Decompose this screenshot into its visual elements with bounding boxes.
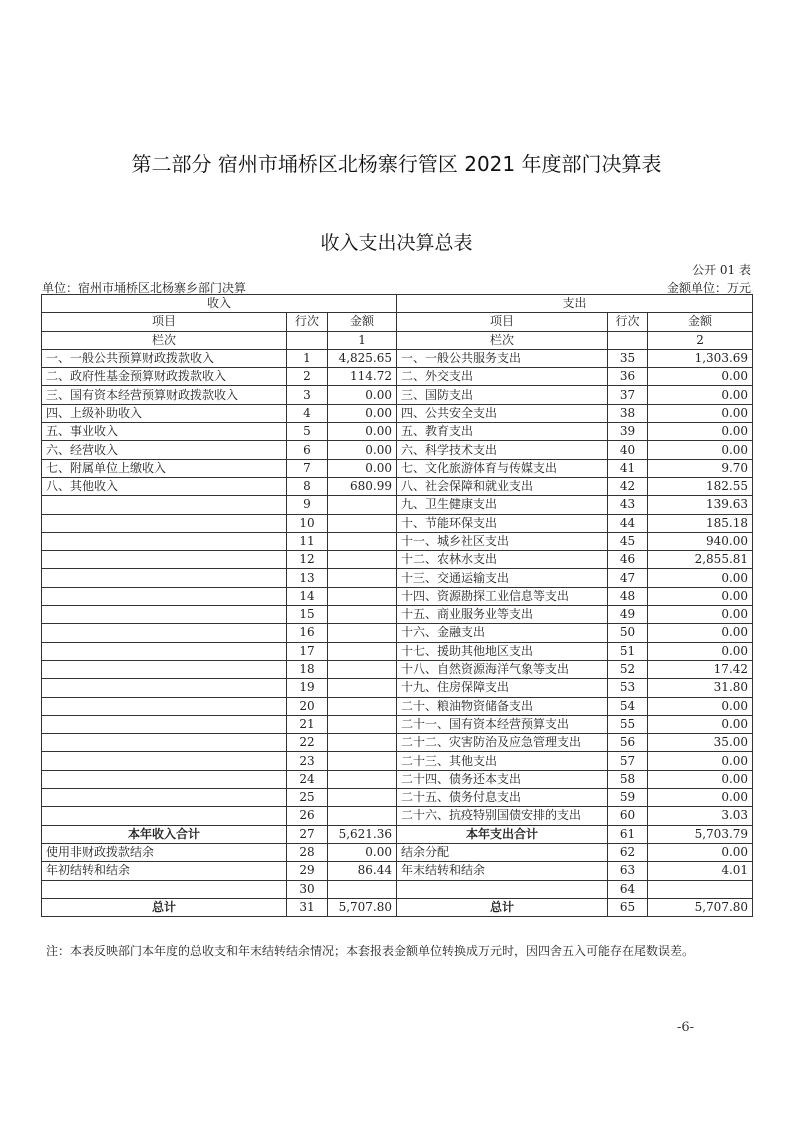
table-row [42,679,753,697]
table-title: 收入支出决算总表 [320,232,473,254]
income-amount-cell: 680.99 [328,477,397,495]
expense-amount-cell: 0.00 [648,697,753,715]
expense-row-no-cell: 58 [608,770,648,788]
expense-item-cell: 十六、金融支出 [397,624,608,642]
income-row-no-cell: 10 [287,514,328,532]
income-amount-cell [328,587,397,605]
table-row [42,514,753,532]
expense-item-cell: 十五、商业服务业等支出 [397,606,608,624]
income-amount-cell: 0.00 [328,404,397,422]
income-section-header: 收入 [42,295,397,313]
expense-amount-cell: 185.18 [648,514,753,532]
expense-item-cell: 二十一、国有资本经营预算支出 [397,715,608,733]
expense-amount-cell: 5,703.79 [648,825,753,843]
amount-unit: 金额单位：万元 [666,281,751,295]
income-item-cell [42,514,287,532]
income-row-no-cell: 23 [287,752,328,770]
income-amount-cell [328,532,397,550]
income-row-no-cell: 14 [287,587,328,605]
expense-row-no-cell: 43 [608,496,648,514]
expense-amount-cell: 0.00 [648,715,753,733]
expense-item-cell: 二十三、其他支出 [397,752,608,770]
income-item-cell [42,789,287,807]
table-row [42,459,753,477]
income-row-no-cell: 12 [287,551,328,569]
expense-item-cell: 二、外交支出 [397,368,608,386]
table-row [42,642,753,660]
income-row-no-cell: 21 [287,715,328,733]
income-row-no-cell: 20 [287,697,328,715]
income-row-no-cell: 3 [287,386,328,404]
income-item-cell [42,807,287,825]
expense-row-no-cell: 35 [608,349,648,367]
income-item-cell [42,715,287,733]
income-amount-cell: 5,621.36 [328,825,397,843]
income-row-no-cell: 9 [287,496,328,514]
income-amount-cell [328,569,397,587]
expense-row-no-cell: 36 [608,368,648,386]
expense-row-no-cell: 64 [608,880,648,898]
income-item-cell [42,496,287,514]
expense-item-cell: 二十、粮油物资储备支出 [397,697,608,715]
expense-item-cell: 一、一般公共服务支出 [397,349,608,367]
expense-amount-cell: 0.00 [648,569,753,587]
income-row-no-cell: 26 [287,807,328,825]
income-item-cell [42,697,287,715]
income-item-cell [42,734,287,752]
table-row [42,660,753,678]
table-row [42,789,753,807]
table-row [42,551,753,569]
table-row [42,752,753,770]
income-row-no-cell: 6 [287,441,328,459]
expense-amount-cell: 0.00 [648,441,753,459]
income-item-cell: 七、附属单位上缴收入 [42,459,287,477]
expense-row-no-cell: 51 [608,642,648,660]
income-amount-cell: 4,825.65 [328,349,397,367]
expense-column-index: 2 [648,331,753,349]
expense-item-cell: 结余分配 [397,843,608,861]
income-item-cell: 二、政府性基金预算财政拨款收入 [42,368,287,386]
income-row-no-cell: 27 [287,825,328,843]
expense-item-cell: 十九、住房保障支出 [397,679,608,697]
table-row [42,386,753,404]
expense-item-cell: 五、教育支出 [397,423,608,441]
expense-row-no-cell: 59 [608,789,648,807]
income-expense-table [41,294,753,917]
income-amount-cell [328,734,397,752]
income-row-no-cell: 16 [287,624,328,642]
expense-item-cell [397,880,608,898]
expense-item-cell: 七、文化旅游体育与传媒支出 [397,459,608,477]
income-row-no-cell: 15 [287,606,328,624]
income-amount-cell: 114.72 [328,368,397,386]
income-column-label: 栏次 [42,331,287,349]
income-item-cell [42,679,287,697]
page-number: -6- [677,1020,695,1035]
expense-amount-cell: 0.00 [648,843,753,861]
expense-amount-cell: 0.00 [648,368,753,386]
income-amount-cell [328,642,397,660]
income-row-no-cell: 19 [287,679,328,697]
expense-row-no-cell: 38 [608,404,648,422]
footnote: 注：本表反映部门本年度的总收支和年末结转结余情况；本套报表金额单位转换成万元时，因四舍五入可能存在尾数误差。 [46,944,695,958]
expense-row-no-cell: 49 [608,606,648,624]
expense-item-cell: 十七、援助其他地区支出 [397,642,608,660]
expense-amount-cell: 0.00 [648,789,753,807]
expense-item-cell: 十三、交通运输支出 [397,569,608,587]
expense-amount-cell: 3.03 [648,807,753,825]
income-item-cell: 使用非财政拨款结余 [42,843,287,861]
expense-item-cell: 八、社会保障和就业支出 [397,477,608,495]
income-amount-cell: 0.00 [328,843,397,861]
expense-amount-cell: 139.63 [648,496,753,514]
expense-row-no-cell: 46 [608,551,648,569]
income-item-cell: 八、其他收入 [42,477,287,495]
income-amount-cell: 0.00 [328,441,397,459]
expense-row-no-cell: 53 [608,679,648,697]
income-row-no-cell: 1 [287,349,328,367]
income-amount-cell [328,496,397,514]
expense-row-no-cell: 39 [608,423,648,441]
income-row-no-cell: 13 [287,569,328,587]
expense-amount-cell: 1,303.69 [648,349,753,367]
expense-column-blank [608,331,648,349]
summary-row [42,843,753,861]
expense-row-no-cell: 52 [608,660,648,678]
income-item-cell: 三、国有资本经营预算财政拨款收入 [42,386,287,404]
expense-row-no-cell: 50 [608,624,648,642]
table-row [42,569,753,587]
income-column-index: 1 [328,331,397,349]
income-item-cell: 四、上级补助收入 [42,404,287,422]
income-item-cell [42,624,287,642]
expense-item-cell: 十八、自然资源海洋气象等支出 [397,660,608,678]
income-row-no-cell: 28 [287,843,328,861]
income-item-cell: 本年收入合计 [42,825,287,843]
expense-amount-cell: 0.00 [648,752,753,770]
income-amount-cell [328,679,397,697]
income-item-cell [42,752,287,770]
expense-amount-cell: 9.70 [648,459,753,477]
expense-row-no-header: 行次 [608,313,648,331]
expense-column-label: 栏次 [397,331,608,349]
income-row-no-cell: 11 [287,532,328,550]
expense-amount-cell: 0.00 [648,642,753,660]
expense-item-cell: 十二、农林水支出 [397,551,608,569]
expense-row-no-cell: 37 [608,386,648,404]
department-label: 单位：宿州市埇桥区北杨寨乡部门决算 [42,281,247,295]
expense-item-cell: 二十五、债务付息支出 [397,789,608,807]
expense-section-header: 支出 [397,295,753,313]
expense-item-cell: 二十二、灾害防治及应急管理支出 [397,734,608,752]
income-item-cell [42,606,287,624]
expense-item-header: 项目 [397,313,608,331]
expense-amount-cell: 0.00 [648,386,753,404]
expense-item-cell: 二十四、债务还本支出 [397,770,608,788]
income-item-cell: 六、经营收入 [42,441,287,459]
income-column-blank [287,331,328,349]
income-item-cell [42,569,287,587]
expense-row-no-cell: 41 [608,459,648,477]
income-item-cell: 年初结转和结余 [42,862,287,880]
expense-amount-cell: 940.00 [648,532,753,550]
income-row-no-cell: 22 [287,734,328,752]
expense-amount-cell: 0.00 [648,587,753,605]
expense-amount-cell: 4.01 [648,862,753,880]
summary-row [42,898,753,916]
page-title: 第二部分 宿州市埇桥区北杨寨行管区 2021 年度部门决算表 [131,152,662,176]
expense-item-cell: 总计 [397,898,608,916]
table-row [42,423,753,441]
table-row [42,368,753,386]
expense-row-no-cell: 62 [608,843,648,861]
table-row [42,807,753,825]
income-item-cell: 一、一般公共预算财政拨款收入 [42,349,287,367]
income-item-cell [42,587,287,605]
income-item-cell [42,532,287,550]
expense-item-cell: 九、卫生健康支出 [397,496,608,514]
income-amount-cell [328,807,397,825]
income-row-no-cell: 2 [287,368,328,386]
income-row-no-cell: 8 [287,477,328,495]
table-row [42,587,753,605]
column-header-row [42,313,753,331]
income-amount-cell [328,551,397,569]
expense-row-no-cell: 63 [608,862,648,880]
expense-amount-cell: 5,707.80 [648,898,753,916]
expense-amount-header: 金额 [648,313,753,331]
expense-row-no-cell: 45 [608,532,648,550]
table-row [42,441,753,459]
income-item-header: 项目 [42,313,287,331]
expense-amount-cell: 0.00 [648,770,753,788]
expense-item-cell: 三、国防支出 [397,386,608,404]
income-item-cell: 五、事业收入 [42,423,287,441]
expense-amount-cell: 17.42 [648,660,753,678]
income-amount-cell [328,514,397,532]
summary-row [42,862,753,880]
income-item-cell [42,880,287,898]
expense-row-no-cell: 47 [608,569,648,587]
table-row [42,715,753,733]
expense-row-no-cell: 48 [608,587,648,605]
income-amount-cell [328,606,397,624]
income-row-no-cell: 31 [287,898,328,916]
income-amount-cell [328,752,397,770]
expense-item-cell: 本年支出合计 [397,825,608,843]
table-row [42,770,753,788]
income-row-no-cell: 29 [287,862,328,880]
expense-item-cell: 四、公共安全支出 [397,404,608,422]
expense-row-no-cell: 60 [608,807,648,825]
expense-amount-cell: 2,855.81 [648,551,753,569]
income-row-no-cell: 4 [287,404,328,422]
income-item-cell [42,551,287,569]
expense-row-no-cell: 61 [608,825,648,843]
income-item-cell [42,642,287,660]
income-amount-cell: 0.00 [328,423,397,441]
expense-row-no-cell: 44 [608,514,648,532]
income-amount-cell: 5,707.80 [328,898,397,916]
income-row-no-cell: 25 [287,789,328,807]
income-item-cell: 总计 [42,898,287,916]
income-row-no-cell: 7 [287,459,328,477]
table-code: 公开 01 表 [692,263,751,277]
income-amount-cell: 0.00 [328,386,397,404]
expense-amount-cell: 0.00 [648,606,753,624]
expense-row-no-cell: 56 [608,734,648,752]
income-amount-cell [328,715,397,733]
expense-item-cell: 六、科学技术支出 [397,441,608,459]
expense-row-no-cell: 54 [608,697,648,715]
income-amount-cell [328,789,397,807]
expense-item-cell: 十一、城乡社区支出 [397,532,608,550]
expense-item-cell: 十、节能环保支出 [397,514,608,532]
expense-row-no-cell: 42 [608,477,648,495]
table-row [42,734,753,752]
expense-item-cell: 二十六、抗疫特别国债安排的支出 [397,807,608,825]
table-row [42,349,753,367]
table-row [42,496,753,514]
income-row-no-cell: 18 [287,660,328,678]
table-row [42,477,753,495]
expense-item-cell: 年末结转和结余 [397,862,608,880]
summary-row [42,825,753,843]
summary-row [42,880,753,898]
column-index-row [42,331,753,349]
income-row-no-cell: 30 [287,880,328,898]
expense-amount-cell [648,880,753,898]
income-row-no-cell: 17 [287,642,328,660]
income-item-cell [42,660,287,678]
table-row [42,624,753,642]
table-row [42,697,753,715]
income-amount-cell [328,880,397,898]
income-amount-cell: 0.00 [328,459,397,477]
section-header-row [42,295,753,313]
expense-amount-cell: 0.00 [648,423,753,441]
expense-row-no-cell: 57 [608,752,648,770]
expense-row-no-cell: 65 [608,898,648,916]
expense-amount-cell: 0.00 [648,624,753,642]
expense-row-no-cell: 40 [608,441,648,459]
income-amount-cell [328,660,397,678]
income-row-no-cell: 5 [287,423,328,441]
income-amount-cell [328,697,397,715]
expense-amount-cell: 31.80 [648,679,753,697]
table-row [42,532,753,550]
expense-item-cell: 十四、资源勘探工业信息等支出 [397,587,608,605]
income-amount-header: 金额 [328,313,397,331]
table-row [42,606,753,624]
expense-amount-cell: 35.00 [648,734,753,752]
income-row-no-cell: 24 [287,770,328,788]
income-item-cell [42,770,287,788]
expense-amount-cell: 182.55 [648,477,753,495]
table-row [42,404,753,422]
income-amount-cell [328,770,397,788]
expense-row-no-cell: 55 [608,715,648,733]
income-amount-cell: 86.44 [328,862,397,880]
income-row-no-header: 行次 [287,313,328,331]
expense-amount-cell: 0.00 [648,404,753,422]
income-amount-cell [328,624,397,642]
